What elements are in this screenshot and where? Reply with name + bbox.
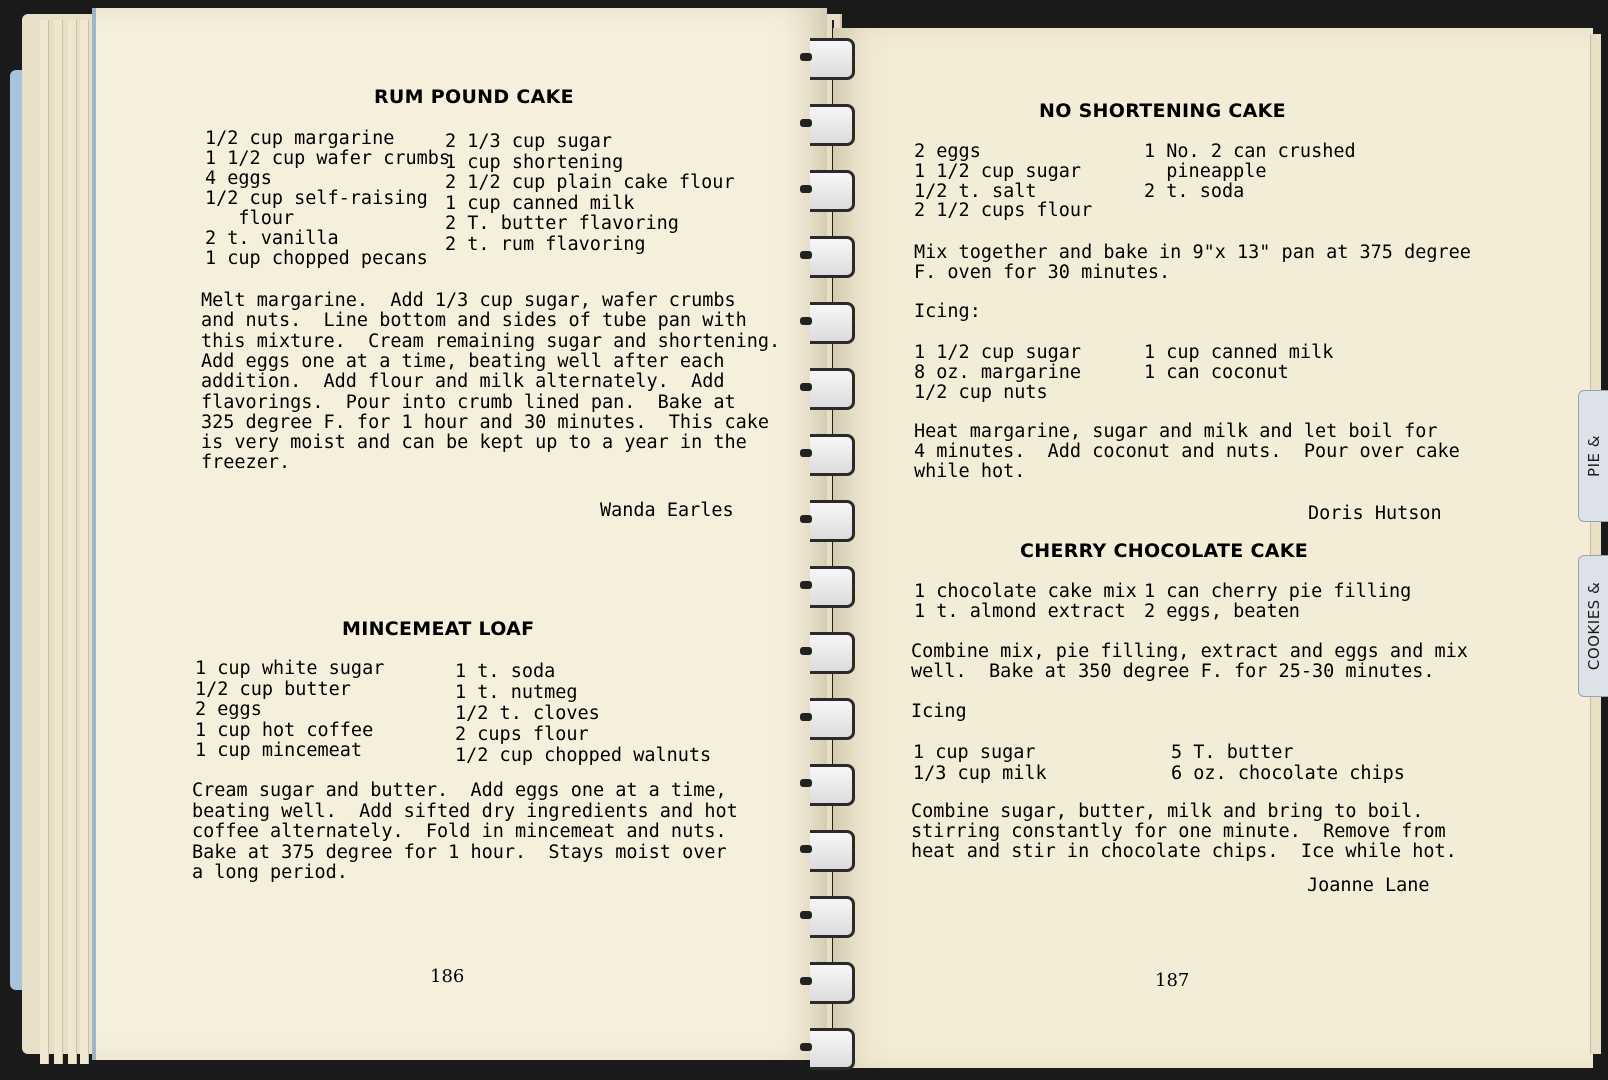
spiral-coil [810,236,855,278]
icing-label: Icing: [914,301,981,322]
spiral-coil [810,500,855,542]
text-line: 1/2 t. salt [914,180,1037,202]
text-line: 1 cup canned milk [445,192,635,214]
text-line: is very moist and can be kept up to a year in the [201,432,747,454]
text-line: 1/2 cup chopped walnuts [455,745,712,766]
text-line: 2 t. soda [1144,180,1245,202]
recipe-author: Joanne Lane [1307,875,1430,896]
text-line: 1/2 cup butter [195,678,351,700]
text-line: 1 chocolate cake mix [914,581,1137,602]
spiral-coil [810,368,855,410]
spiral-coil [810,896,855,938]
text-line: 1/3 cup milk [913,762,1047,784]
text-line: Mix together and bake in 9"x 13" pan at 375 degree [914,242,1471,263]
text-line: 2 1/2 cups flour [914,200,1093,222]
left-page [92,8,827,1060]
text-line: flavorings. Pour into crumb lined pan. Bake at [201,391,736,413]
text-line: 1 cup white sugar [195,658,385,679]
text-line: Melt margarine. Add 1/3 cup sugar, wafer crumbs [201,290,736,311]
text-line: Cream sugar and butter. Add eggs one at a time, [192,780,727,801]
recipe-author: Wanda Earles [600,500,734,521]
text-line: Combine sugar, butter, milk and bring to boil. [911,801,1424,822]
text-line: Combine mix, pie filling, extract and eggs and mix [911,641,1468,662]
page-number: 186 [430,966,465,987]
text-line: 1/2 cup self-raising [205,188,428,209]
text-line: 1/2 t. cloves [455,703,600,724]
text-line: freezer. [201,452,291,474]
text-line: 1 cup shortening [445,151,624,173]
spiral-coil [810,566,855,608]
text-line: and nuts. Line bottom and sides of tube pan with [201,310,747,332]
text-line: 1/2 cup nuts [914,381,1048,403]
text-line: 1 No. 2 can crushed [1144,141,1356,162]
text-line: 2 eggs [195,699,262,720]
right-page-stack [1590,34,1601,1054]
text-line: 1 t. nutmeg [455,682,578,703]
text-line: 2 t. rum flavoring [445,233,646,255]
page-edge [54,20,63,1064]
text-line: a long period. [192,862,348,883]
text-line: 2 cups flour [455,724,589,745]
text-line: coffee alternately. Fold in mincemeat and nuts. [192,821,727,842]
text-line: 1 can cherry pie filling [1144,581,1412,602]
text-line: 1 cup canned milk [1144,342,1334,363]
text-line: flour [205,208,295,229]
text-line: 325 degree F. for 1 hour and 30 minutes. This cake [201,411,770,433]
spiral-binding [806,30,866,1070]
text-line: pineapple [1144,160,1267,182]
text-line: 4 minutes. Add coconut and nuts. Pour over cake [914,440,1460,462]
spiral-coil [810,764,855,806]
recipe-title: CHERRY CHOCOLATE CAKE [1020,540,1309,562]
text-line: 1 cup hot coffee [195,719,374,741]
text-line: beating well. Add sifted dry ingredients and hot [192,800,738,822]
text-line: 1 t. almond extract [914,600,1126,622]
spiral-coil [810,962,855,1004]
tab-label: PIE & [1585,435,1604,477]
text-line: Bake at 375 degree for 1 hour. Stays moist over [192,841,727,863]
text-line: 1 cup sugar [913,742,1036,763]
spiral-coil [810,698,855,740]
text-line: 1 1/2 cup sugar [914,160,1082,182]
text-line: 8 oz. margarine [914,361,1082,383]
section-tab-pie[interactable] [1578,390,1608,522]
text-line: 1/2 cup margarine [205,128,395,149]
text-line: 2 t. vanilla [205,228,339,249]
text-line: 2 T. butter flavoring [445,213,679,234]
text-line: F. oven for 30 minutes. [914,261,1171,283]
text-line: 1 1/2 cup wafer crumbs [205,148,451,169]
page-edge [68,20,77,1064]
text-line: 4 eggs [205,168,272,189]
section-tab-cookies[interactable] [1578,555,1608,697]
recipe-title: NO SHORTENING CAKE [1039,100,1286,122]
spiral-coil [810,632,855,674]
spiral-coil [810,38,855,80]
text-line: this mixture. Cream remaining sugar and shortening. [201,330,781,352]
page-edge [40,20,49,1064]
text-line: 2 1/2 cup plain cake flour [445,172,735,193]
text-line: 2 1/3 cup sugar [445,131,613,152]
text-line: 6 oz. chocolate chips [1171,762,1405,784]
text-line: 5 T. butter [1171,742,1294,763]
text-line: Add eggs one at a time, beating well after each [201,350,725,372]
text-line: 1 can coconut [1144,361,1289,383]
text-line: 2 eggs [914,141,981,162]
recipe-author: Doris Hutson [1308,503,1442,524]
text-line: 1 cup chopped pecans [205,248,428,269]
right-page [833,28,1593,1068]
text-line: heat and stir in chocolate chips. Ice while hot. [911,840,1457,862]
text-line: Heat margarine, sugar and milk and let boil for [914,421,1438,442]
text-line: 2 eggs, beaten [1144,600,1300,622]
recipe-title: MINCEMEAT LOAF [342,618,535,640]
recipe-title: RUM POUND CAKE [374,86,574,108]
spiral-coil [810,104,855,146]
text-line: addition. Add flour and milk alternately. Add [201,371,725,393]
text-line: 1 1/2 cup sugar [914,342,1082,363]
spiral-coil [810,170,855,212]
text-line: while hot. [914,460,1026,482]
text-line: 1 cup mincemeat [195,740,363,761]
text-line: stirring constantly for one minute. Remove from [911,820,1446,842]
spiral-coil [810,434,855,476]
text-line: well. Bake at 350 degree F. for 25-30 minutes. [911,660,1435,682]
spiral-coil [810,830,855,872]
spiral-coil [810,302,855,344]
text-line: 1 t. soda [455,661,556,682]
tab-label: COOKIES & [1585,581,1603,671]
page-edge [80,20,89,1064]
spiral-coil [810,1028,855,1070]
icing-label: Icing [911,701,967,722]
page-number: 187 [1155,970,1190,991]
